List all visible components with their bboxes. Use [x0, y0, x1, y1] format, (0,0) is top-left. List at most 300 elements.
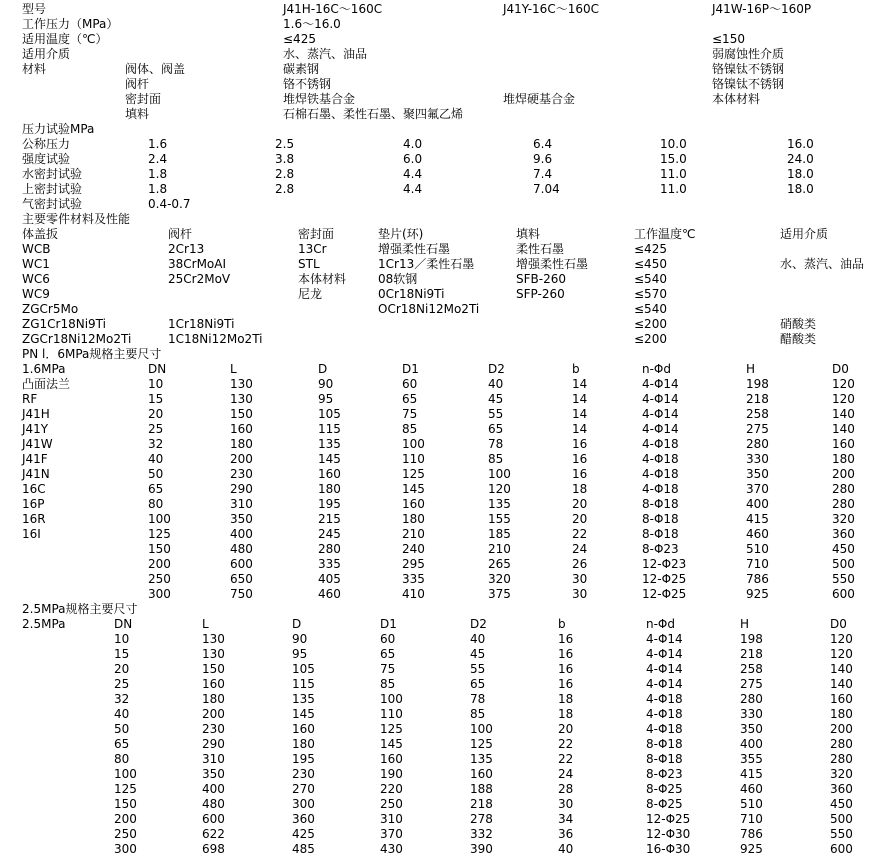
- dims16-cell: 80: [148, 497, 164, 511]
- dims25-cell: 8-Φ18: [646, 752, 683, 766]
- dims16-cell: 40: [148, 452, 164, 466]
- dims25-cell: 290: [202, 737, 225, 751]
- dims25-cell: 8-Φ23: [646, 767, 683, 781]
- test-value: 4.0: [403, 137, 423, 151]
- dims16-cell: 4-Φ14: [642, 377, 679, 391]
- dims16-cell: 85: [402, 422, 418, 436]
- pressure-label: 工作压力（MPa）: [22, 17, 119, 31]
- dims25-cell: 4-Φ18: [646, 707, 683, 721]
- dims25-cell: 600: [830, 842, 853, 856]
- dims16-cell: 14: [572, 407, 588, 421]
- dims16-cell: 45: [488, 392, 504, 406]
- dims16-cell: 210: [402, 527, 425, 541]
- dims25-header: H: [740, 617, 750, 631]
- dims16-cell: 100: [402, 437, 425, 451]
- parts-cell: 增强柔性石墨: [516, 257, 589, 271]
- dims16-cell: 130: [230, 392, 253, 406]
- parts-cell: 0Cr18Ni9Ti: [378, 287, 445, 301]
- model-label: 型号: [22, 2, 47, 16]
- dims25-cell: 258: [740, 662, 763, 676]
- dims25-cell: 350: [740, 722, 763, 736]
- dims16-cell: 160: [832, 437, 855, 451]
- parts-cell: ≤540: [634, 272, 667, 286]
- parts-cell: SFP-260: [516, 287, 565, 301]
- dims25-header: D2: [470, 617, 487, 631]
- temperature-value: ≤425: [283, 32, 316, 46]
- dims16-cell: 30: [572, 572, 588, 586]
- dims16-cell: 8-Φ18: [642, 527, 679, 541]
- dims16-cell: 218: [746, 392, 769, 406]
- dims25-cell: 160: [202, 677, 225, 691]
- parts-cell: 1C18Ni12Mo2Ti: [168, 332, 263, 346]
- dims25-pressure: 2.5MPa: [22, 617, 66, 631]
- dims16-cell: 100: [488, 467, 511, 481]
- dims16-cell: 265: [488, 557, 511, 571]
- dims16-side-label: 16P: [22, 497, 45, 511]
- test-row-label: 上密封试验: [22, 182, 83, 196]
- parts-cell: ≤570: [634, 287, 667, 301]
- dims25-cell: 65: [380, 647, 396, 661]
- dims25-cell: 18: [558, 692, 574, 706]
- dims25-cell: 198: [740, 632, 763, 646]
- model-name: J41Y-16C～160C: [503, 2, 599, 16]
- dims25-header: D: [292, 617, 302, 631]
- parts-cell: 增强柔性石墨: [378, 242, 451, 256]
- dims25-cell: 125: [470, 737, 493, 751]
- dims16-cell: 786: [746, 572, 769, 586]
- dims25-cell: 16: [558, 662, 574, 676]
- dims25-cell: 10: [114, 632, 130, 646]
- dims25-cell: 200: [830, 722, 853, 736]
- dims25-cell: 450: [830, 797, 853, 811]
- medium-label: 适用介质: [22, 47, 71, 61]
- parts-cell: ≤450: [634, 257, 667, 271]
- dims16-cell: 105: [318, 407, 341, 421]
- dims25-cell: 4-Φ14: [646, 677, 683, 691]
- dims16-header: D1: [402, 362, 419, 376]
- dims16-cell: 10: [148, 377, 164, 391]
- dims16-cell: 120: [832, 392, 855, 406]
- dims16-cell: 16: [572, 437, 588, 451]
- dims16-cell: 600: [230, 557, 253, 571]
- dims25-cell: 360: [830, 782, 853, 796]
- dims25-cell: 80: [114, 752, 130, 766]
- dims25-cell: 8-Φ18: [646, 737, 683, 751]
- dims16-cell: 200: [832, 467, 855, 481]
- dims16-cell: 12-Φ23: [642, 557, 687, 571]
- dims16-cell: 14: [572, 392, 588, 406]
- dims25-cell: 460: [740, 782, 763, 796]
- dims25-cell: 510: [740, 797, 763, 811]
- dims25-cell: 45: [470, 647, 486, 661]
- dims16-pressure: 1.6MPa: [22, 362, 66, 376]
- dims25-cell: 480: [202, 797, 225, 811]
- parts-cell: 1Cr13／柔性石墨: [378, 257, 475, 271]
- dims16-side-label: J41F: [22, 452, 48, 466]
- dims25-cell: 36: [558, 827, 574, 841]
- dims25-header: L: [202, 617, 209, 631]
- dims25-cell: 230: [202, 722, 225, 736]
- dims25-cell: 125: [380, 722, 403, 736]
- dims25-cell: 145: [292, 707, 315, 721]
- dims25-cell: 360: [292, 812, 315, 826]
- dims25-cell: 218: [740, 647, 763, 661]
- dims16-cell: 12-Φ25: [642, 587, 687, 601]
- dims25-cell: 90: [292, 632, 308, 646]
- dims16-cell: 310: [230, 497, 253, 511]
- parts-cell: SFB-260: [516, 272, 566, 286]
- dims16-cell: 150: [148, 542, 171, 556]
- dims16-cell: 180: [318, 482, 341, 496]
- material-part: 阀杆: [125, 77, 150, 91]
- dims16-cell: 12-Φ25: [642, 572, 687, 586]
- dims16-cell: 4-Φ14: [642, 392, 679, 406]
- dims16-cell: 14: [572, 422, 588, 436]
- dims16-cell: 230: [230, 467, 253, 481]
- dims16-cell: 295: [402, 557, 425, 571]
- dims16-cell: 710: [746, 557, 769, 571]
- dims25-cell: 300: [114, 842, 137, 856]
- dims25-cell: 400: [202, 782, 225, 796]
- dims16-cell: 180: [832, 452, 855, 466]
- test-value: 2.8: [275, 182, 295, 196]
- dims16-cell: 20: [572, 497, 588, 511]
- dims25-cell: 390: [470, 842, 493, 856]
- dims16-cell: 135: [318, 437, 341, 451]
- medium-value: 弱腐蚀性介质: [712, 47, 785, 61]
- dims16-cell: 8-Φ18: [642, 512, 679, 526]
- material-value: 本体材料: [712, 92, 761, 106]
- material-value: 堆焊铁基合金: [283, 92, 356, 106]
- dims16-header: DN: [148, 362, 167, 376]
- dims16-side-label: J41H: [22, 407, 50, 421]
- material-part: 填料: [125, 107, 150, 121]
- dims16-cell: 60: [402, 377, 418, 391]
- dims16-cell: 280: [832, 497, 855, 511]
- dims25-cell: 95: [292, 647, 308, 661]
- dims16-cell: 140: [832, 422, 855, 436]
- pressure-value: 1.6～16.0: [283, 17, 341, 31]
- dims16-cell: 95: [318, 392, 334, 406]
- test-value: 6.0: [403, 152, 423, 166]
- dims25-cell: 22: [558, 752, 574, 766]
- dims16-cell: 135: [488, 497, 511, 511]
- dims25-cell: 34: [558, 812, 574, 826]
- dims25-cell: 190: [380, 767, 403, 781]
- dims25-cell: 115: [292, 677, 315, 691]
- parts-header: 密封面: [298, 227, 335, 241]
- medium-value: 水、蒸汽、油品: [283, 47, 368, 61]
- dims16-cell: 375: [488, 587, 511, 601]
- dims16-cell: 360: [832, 527, 855, 541]
- dims16-cell: 320: [488, 572, 511, 586]
- dims25-cell: 105: [292, 662, 315, 676]
- dims25-cell: 330: [740, 707, 763, 721]
- dims25-cell: 55: [470, 662, 486, 676]
- dims16-cell: 55: [488, 407, 504, 421]
- dims16-cell: 65: [488, 422, 504, 436]
- dims25-cell: 180: [830, 707, 853, 721]
- dims16-header: D0: [832, 362, 849, 376]
- dims25-cell: 150: [114, 797, 137, 811]
- dims16-cell: 145: [318, 452, 341, 466]
- dims16-cell: 250: [148, 572, 171, 586]
- dims25-cell: 75: [380, 662, 396, 676]
- dims16-cell: 280: [318, 542, 341, 556]
- parts-cell: STL: [298, 257, 320, 271]
- test-value: 11.0: [660, 167, 687, 181]
- dims25-cell: 16-Φ30: [646, 842, 691, 856]
- dims25-cell: 65: [470, 677, 486, 691]
- dims16-cell: 16: [572, 467, 588, 481]
- dims25-cell: 16: [558, 677, 574, 691]
- dims16-cell: 198: [746, 377, 769, 391]
- test-value: 18.0: [787, 167, 814, 181]
- parts-header: 阀杆: [168, 227, 193, 241]
- dims25-cell: 78: [470, 692, 486, 706]
- dims25-cell: 4-Φ18: [646, 692, 683, 706]
- test-value: 18.0: [787, 182, 814, 196]
- dims25-cell: 332: [470, 827, 493, 841]
- parts-cell: 尼龙: [298, 287, 323, 301]
- dims16-side-label: 16I: [22, 527, 41, 541]
- dims25-cell: 270: [292, 782, 315, 796]
- dims25-cell: 4-Φ18: [646, 722, 683, 736]
- dims16-cell: 65: [148, 482, 164, 496]
- parts-cell: ≤425: [634, 242, 667, 256]
- dims25-cell: 280: [830, 752, 853, 766]
- test-value: 2.5: [275, 137, 295, 151]
- parts-cell: 2Cr13: [168, 242, 205, 256]
- test-value: 7.04: [533, 182, 560, 196]
- dims25-cell: 50: [114, 722, 130, 736]
- dims16-cell: 180: [402, 512, 425, 526]
- dims16-cell: 26: [572, 557, 588, 571]
- dims25-cell: 230: [292, 767, 315, 781]
- dims16-cell: 180: [230, 437, 253, 451]
- dims25-cell: 60: [380, 632, 396, 646]
- dims16-cell: 410: [402, 587, 425, 601]
- dims16-cell: 125: [402, 467, 425, 481]
- dims16-cell: 110: [402, 452, 425, 466]
- material-value: 铬镍钛不锈钢: [712, 77, 785, 91]
- dims25-cell: 110: [380, 707, 403, 721]
- dims25-cell: 180: [202, 692, 225, 706]
- dims25-header: D0: [830, 617, 847, 631]
- parts-header: 工作温度℃: [634, 227, 696, 241]
- dims25-cell: 188: [470, 782, 493, 796]
- dims25-cell: 18: [558, 707, 574, 721]
- parts-cell: 硝酸类: [780, 317, 817, 331]
- dims16-cell: 510: [746, 542, 769, 556]
- dims25-cell: 16: [558, 632, 574, 646]
- dims25-cell: 786: [740, 827, 763, 841]
- dims25-header: n-Φd: [646, 617, 675, 631]
- dims16-cell: 75: [402, 407, 418, 421]
- dims25-cell: 200: [202, 707, 225, 721]
- dims16-cell: 145: [402, 482, 425, 496]
- dims16-cell: 4-Φ14: [642, 407, 679, 421]
- dims16-cell: 140: [832, 407, 855, 421]
- dims25-cell: 4-Φ14: [646, 632, 683, 646]
- test-value: 1.8: [148, 182, 168, 196]
- dims16-cell: 15: [148, 392, 164, 406]
- dims25-cell: 130: [202, 632, 225, 646]
- dims16-cell: 4-Φ18: [642, 437, 679, 451]
- parts-cell: ZGCr5Mo: [22, 302, 79, 316]
- dims25-cell: 218: [470, 797, 493, 811]
- dims16-side-label: 凸面法兰: [22, 377, 71, 391]
- dims16-cell: 160: [318, 467, 341, 481]
- dims25-cell: 25: [114, 677, 130, 691]
- dims25-header: b: [558, 617, 566, 631]
- dims16-side-label: J41Y: [22, 422, 49, 436]
- dims16-cell: 18: [572, 482, 588, 496]
- dims16-cell: 240: [402, 542, 425, 556]
- dims16-cell: 925: [746, 587, 769, 601]
- dims25-cell: 40: [114, 707, 130, 721]
- dims25-header: DN: [114, 617, 133, 631]
- dims16-cell: 16: [572, 452, 588, 466]
- dims16-header: H: [746, 362, 756, 376]
- dims25-cell: 4-Φ14: [646, 662, 683, 676]
- test-value: 10.0: [660, 137, 687, 151]
- dims25-cell: 85: [380, 677, 396, 691]
- test-value: 7.4: [533, 167, 553, 181]
- test-value: 6.4: [533, 137, 553, 151]
- test-value: 1.6: [148, 137, 168, 151]
- dims25-cell: 180: [292, 737, 315, 751]
- dims16-header: n-Φd: [642, 362, 671, 376]
- test-value: 9.6: [533, 152, 553, 166]
- parts-cell: WC6: [22, 272, 50, 286]
- dims25-cell: 120: [830, 647, 853, 661]
- dims25-cell: 20: [114, 662, 130, 676]
- dims16-cell: 40: [488, 377, 504, 391]
- dims25-cell: 100: [470, 722, 493, 736]
- dims16-cell: 200: [148, 557, 171, 571]
- test-value: 2.4: [148, 152, 168, 166]
- dims25-cell: 310: [380, 812, 403, 826]
- dims25-cell: 140: [830, 662, 853, 676]
- dims16-cell: 160: [230, 422, 253, 436]
- dims16-header: D2: [488, 362, 505, 376]
- dims25-cell: 500: [830, 812, 853, 826]
- dims16-cell: 405: [318, 572, 341, 586]
- model-name: J41W-16P～160P: [712, 2, 812, 16]
- dims25-cell: 250: [114, 827, 137, 841]
- dims16-cell: 300: [148, 587, 171, 601]
- dims25-cell: 370: [380, 827, 403, 841]
- test-value: 3.8: [275, 152, 295, 166]
- parts-table-title: 主要零件材料及性能: [22, 212, 131, 226]
- dims25-cell: 220: [380, 782, 403, 796]
- dims16-header: b: [572, 362, 580, 376]
- dims16-cell: 450: [832, 542, 855, 556]
- dims16-title: PN l．6MPa规格主要尺寸: [22, 347, 162, 361]
- dims16-cell: 370: [746, 482, 769, 496]
- test-value: 16.0: [787, 137, 814, 151]
- dims25-cell: 85: [470, 707, 486, 721]
- material-part: 阀体、阀盖: [125, 62, 186, 76]
- dims16-cell: 130: [230, 377, 253, 391]
- dims16-cell: 400: [746, 497, 769, 511]
- dims25-cell: 8-Φ25: [646, 797, 683, 811]
- dims16-side-label: J41N: [22, 467, 50, 481]
- material-part: 密封面: [125, 92, 162, 106]
- dims16-cell: 25: [148, 422, 164, 436]
- parts-cell: 25Cr2MoV: [168, 272, 231, 286]
- dims16-cell: 350: [746, 467, 769, 481]
- parts-cell: WC1: [22, 257, 50, 271]
- dims25-cell: 195: [292, 752, 315, 766]
- dims25-cell: 160: [830, 692, 853, 706]
- dims25-cell: 415: [740, 767, 763, 781]
- dims16-cell: 335: [318, 557, 341, 571]
- parts-cell: 13Cr: [298, 242, 327, 256]
- dims25-cell: 22: [558, 737, 574, 751]
- dims16-cell: 460: [746, 527, 769, 541]
- parts-cell: 柔性石墨: [516, 242, 565, 256]
- dims25-cell: 250: [380, 797, 403, 811]
- test-row-label: 强度试验: [22, 152, 71, 166]
- test-table-title: 压力试验MPa: [22, 122, 95, 136]
- dims25-cell: 65: [114, 737, 130, 751]
- dims16-cell: 215: [318, 512, 341, 526]
- dims16-cell: 160: [402, 497, 425, 511]
- dims25-cell: 120: [830, 632, 853, 646]
- dims16-cell: 125: [148, 527, 171, 541]
- test-value: 24.0: [787, 152, 814, 166]
- dims25-cell: 40: [470, 632, 486, 646]
- dims16-cell: 4-Φ18: [642, 452, 679, 466]
- dims16-cell: 120: [488, 482, 511, 496]
- dims25-cell: 600: [202, 812, 225, 826]
- dims25-cell: 350: [202, 767, 225, 781]
- dims25-cell: 430: [380, 842, 403, 856]
- dims25-cell: 320: [830, 767, 853, 781]
- dims25-cell: 135: [470, 752, 493, 766]
- dims16-cell: 195: [318, 497, 341, 511]
- dims16-cell: 32: [148, 437, 164, 451]
- material-value: 石棉石墨、柔性石墨、聚四氟乙烯: [283, 107, 464, 121]
- parts-cell: WC9: [22, 287, 50, 301]
- dims25-cell: 16: [558, 647, 574, 661]
- test-value: 1.8: [148, 167, 168, 181]
- dims16-cell: 210: [488, 542, 511, 556]
- dims25-cell: 12-Φ25: [646, 812, 691, 826]
- material-value: 碳素钢: [283, 62, 320, 76]
- dims16-cell: 155: [488, 512, 511, 526]
- dims16-cell: 335: [402, 572, 425, 586]
- material-value: 铬不锈钢: [283, 77, 332, 91]
- dims16-cell: 330: [746, 452, 769, 466]
- parts-cell: 本体材料: [298, 272, 347, 286]
- parts-header: 适用介质: [780, 227, 829, 241]
- dims16-cell: 600: [832, 587, 855, 601]
- dims25-cell: 400: [740, 737, 763, 751]
- dims16-cell: 115: [318, 422, 341, 436]
- dims16-cell: 150: [230, 407, 253, 421]
- dims25-cell: 160: [470, 767, 493, 781]
- dims16-cell: 400: [230, 527, 253, 541]
- dims16-cell: 4-Φ18: [642, 467, 679, 481]
- test-value: 4.4: [403, 167, 423, 181]
- dims16-cell: 650: [230, 572, 253, 586]
- material-value: 铬镍钛不锈钢: [712, 62, 785, 76]
- dims25-title: 2.5MPa规格主要尺寸: [22, 602, 138, 616]
- dims25-cell: 12-Φ30: [646, 827, 691, 841]
